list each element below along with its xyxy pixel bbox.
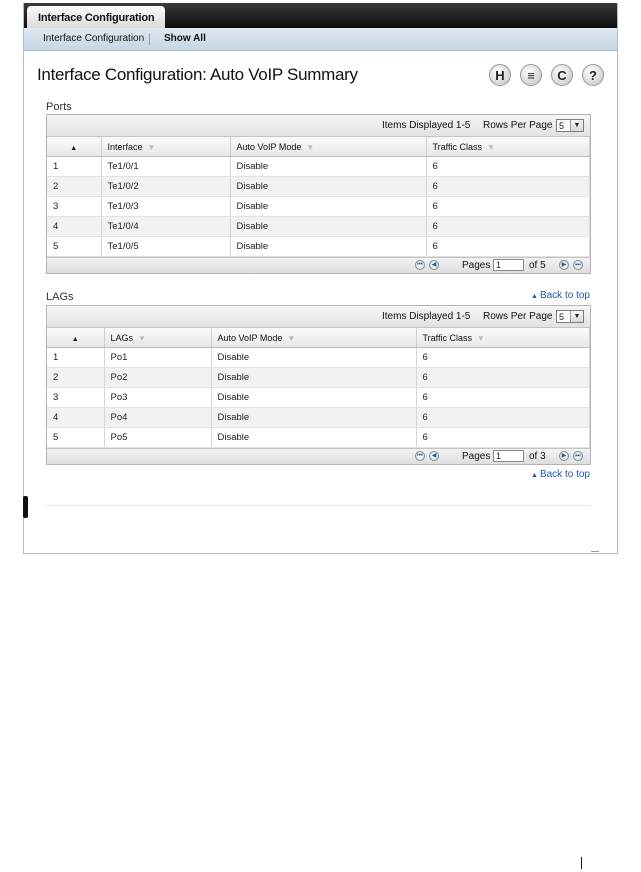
table-cell: Disable [211, 388, 416, 408]
ports-col-index[interactable] [47, 137, 101, 157]
table-cell: 6 [426, 237, 590, 257]
table-cell: 6 [426, 177, 590, 197]
table-cell: 2 [47, 177, 101, 197]
table-cell: Te1/0/4 [101, 217, 230, 237]
ports-col-label: Traffic Class [432, 141, 483, 152]
back-to-top-label: Back to top [539, 469, 590, 480]
lags-col-label: Traffic Class [422, 332, 473, 343]
table-row[interactable] [47, 408, 590, 428]
lags-page-count: of 3 [529, 451, 546, 462]
table-cell: 2 [47, 368, 104, 388]
ports-page-input[interactable]: 1 [493, 259, 524, 271]
lags-col-lags[interactable] [104, 328, 211, 348]
ports-page-count: of 5 [529, 260, 546, 271]
ports-grid-toolbar [47, 115, 590, 137]
table-cell: 6 [416, 368, 590, 388]
table-row[interactable] [47, 177, 590, 197]
table-cell: 4 [47, 217, 101, 237]
table-cell: Po1 [104, 348, 211, 368]
subnav-separator [149, 33, 150, 45]
print-glyph: ≡ [527, 67, 535, 83]
previous-page-icon[interactable]: ◀ [429, 451, 439, 461]
lags-col-label: Auto VoIP Mode [217, 332, 283, 343]
table-cell: 1 [47, 348, 104, 368]
lags-table [47, 328, 590, 448]
lags-items-displayed: Items Displayed 1-5 [382, 311, 471, 322]
last-page-icon[interactable]: ⏭ [573, 451, 583, 461]
table-cell: Disable [230, 177, 426, 197]
back-to-top-link[interactable] [531, 469, 590, 480]
table-cell: 6 [416, 428, 590, 448]
table-row[interactable] [47, 237, 590, 257]
refresh-icon[interactable] [551, 64, 573, 86]
ports-pagination [47, 257, 590, 273]
help-glyph: ? [589, 67, 597, 83]
sort-ascending-icon: ▲ [70, 144, 78, 152]
ports-col-interface[interactable] [101, 137, 230, 157]
next-page-icon[interactable]: ▶ [559, 260, 569, 270]
ports-rows-per-page-select[interactable] [556, 119, 584, 132]
table-cell: 5 [47, 237, 101, 257]
save-icon[interactable] [489, 64, 511, 86]
table-cell: 6 [426, 157, 590, 177]
back-to-top-label: Back to top [539, 290, 590, 301]
table-cell: Disable [230, 237, 426, 257]
subnav-item-interface-configuration[interactable]: Interface Configuration [43, 33, 145, 44]
table-cell: Disable [230, 157, 426, 177]
table-cell: Po3 [104, 388, 211, 408]
ports-col-label: Auto VoIP Mode [236, 141, 302, 152]
lags-pages-label: Pages [462, 451, 491, 462]
ports-col-auto-voip-mode[interactable] [230, 137, 426, 157]
table-row[interactable] [47, 157, 590, 177]
next-page-icon[interactable]: ▶ [559, 451, 569, 461]
ports-rows-per-page-value: 5 [559, 121, 565, 131]
table-cell: 3 [47, 197, 101, 217]
ports-col-traffic-class[interactable] [426, 137, 590, 157]
table-cell: 6 [426, 197, 590, 217]
ports-col-label: Interface [107, 141, 143, 152]
table-cell: 6 [416, 408, 590, 428]
chevron-down-icon: ▼ [570, 311, 583, 322]
lags-col-index[interactable] [47, 328, 104, 348]
first-page-icon[interactable]: ⏮ [415, 260, 425, 270]
page-rule [581, 857, 582, 869]
page-title: Interface Configuration: Auto VoIP Summary [37, 65, 358, 84]
table-cell: Te1/0/5 [101, 237, 230, 257]
lags-col-auto-voip-mode[interactable] [211, 328, 416, 348]
last-page-icon[interactable]: ⏭ [573, 260, 583, 270]
table-cell: Disable [230, 217, 426, 237]
arrow-up-icon: ▲ [531, 293, 538, 300]
lags-header-row [47, 328, 590, 348]
lags-page-input[interactable]: 1 [493, 450, 524, 462]
ports-table [47, 137, 590, 257]
lags-pagination [47, 448, 590, 464]
lags-grid [46, 305, 591, 465]
table-cell: Te1/0/1 [101, 157, 230, 177]
table-cell: Po5 [104, 428, 211, 448]
previous-page-icon[interactable]: ◀ [429, 260, 439, 270]
table-cell: 5 [47, 428, 104, 448]
app-window [23, 3, 618, 554]
table-row[interactable] [47, 197, 590, 217]
lags-rows-per-page-value: 5 [559, 312, 565, 322]
table-cell: Disable [211, 408, 416, 428]
ports-pages-label: Pages [462, 260, 491, 271]
table-row[interactable] [47, 368, 590, 388]
sort-icon: ▼ [477, 333, 485, 343]
table-cell: Po2 [104, 368, 211, 388]
table-cell: Disable [211, 428, 416, 448]
table-cell: Disable [230, 197, 426, 217]
tab-interface-configuration[interactable]: Interface Configuration [27, 6, 165, 28]
sort-icon: ▼ [138, 333, 146, 343]
first-page-icon[interactable]: ⏮ [415, 451, 425, 461]
sort-icon: ▼ [147, 142, 156, 152]
arrow-up-icon: ▲ [531, 472, 538, 479]
help-icon[interactable] [582, 64, 604, 86]
table-row[interactable] [47, 217, 590, 237]
lags-col-label: LAGs [110, 332, 134, 343]
table-cell: Disable [211, 368, 416, 388]
ports-header-row [47, 137, 590, 157]
sort-icon: ▼ [487, 142, 495, 152]
table-cell: 1 [47, 157, 101, 177]
table-row[interactable] [47, 428, 590, 448]
ports-rows-per-page-label: Rows Per Page [483, 120, 553, 131]
sub-navigation [24, 28, 617, 51]
table-cell: Te1/0/3 [101, 197, 230, 217]
lags-rows-per-page-select[interactable] [556, 310, 584, 323]
content-divider [46, 505, 591, 506]
table-row[interactable] [47, 388, 590, 408]
lags-col-traffic-class[interactable] [416, 328, 590, 348]
lags-grid-toolbar [47, 306, 590, 328]
table-cell: 4 [47, 408, 104, 428]
table-cell: 6 [416, 348, 590, 368]
refresh-glyph: C [557, 67, 567, 83]
table-cell: 6 [426, 217, 590, 237]
subnav-item-show-all[interactable]: Show All [164, 33, 206, 44]
table-row[interactable] [47, 348, 590, 368]
sort-icon: ▼ [287, 333, 296, 343]
lags-rows-per-page-label: Rows Per Page [483, 311, 553, 322]
chevron-down-icon: ▼ [570, 120, 583, 131]
sort-icon: ▼ [306, 142, 315, 152]
back-to-top-link[interactable] [531, 290, 590, 301]
window-corner-mark [591, 551, 599, 552]
print-icon[interactable] [520, 64, 542, 86]
panel-resize-handle[interactable] [23, 496, 28, 518]
tab-bar [24, 3, 617, 28]
ports-items-displayed: Items Displayed 1-5 [382, 120, 471, 131]
table-cell: 6 [416, 388, 590, 408]
lags-section-label: LAGs [46, 291, 74, 303]
ports-section-label: Ports [46, 101, 72, 113]
table-cell: 3 [47, 388, 104, 408]
table-cell: Te1/0/2 [101, 177, 230, 197]
save-glyph: H [495, 67, 505, 83]
table-cell: Po4 [104, 408, 211, 428]
ports-grid [46, 114, 591, 274]
sort-ascending-icon: ▲ [71, 335, 79, 343]
table-cell: Disable [211, 348, 416, 368]
